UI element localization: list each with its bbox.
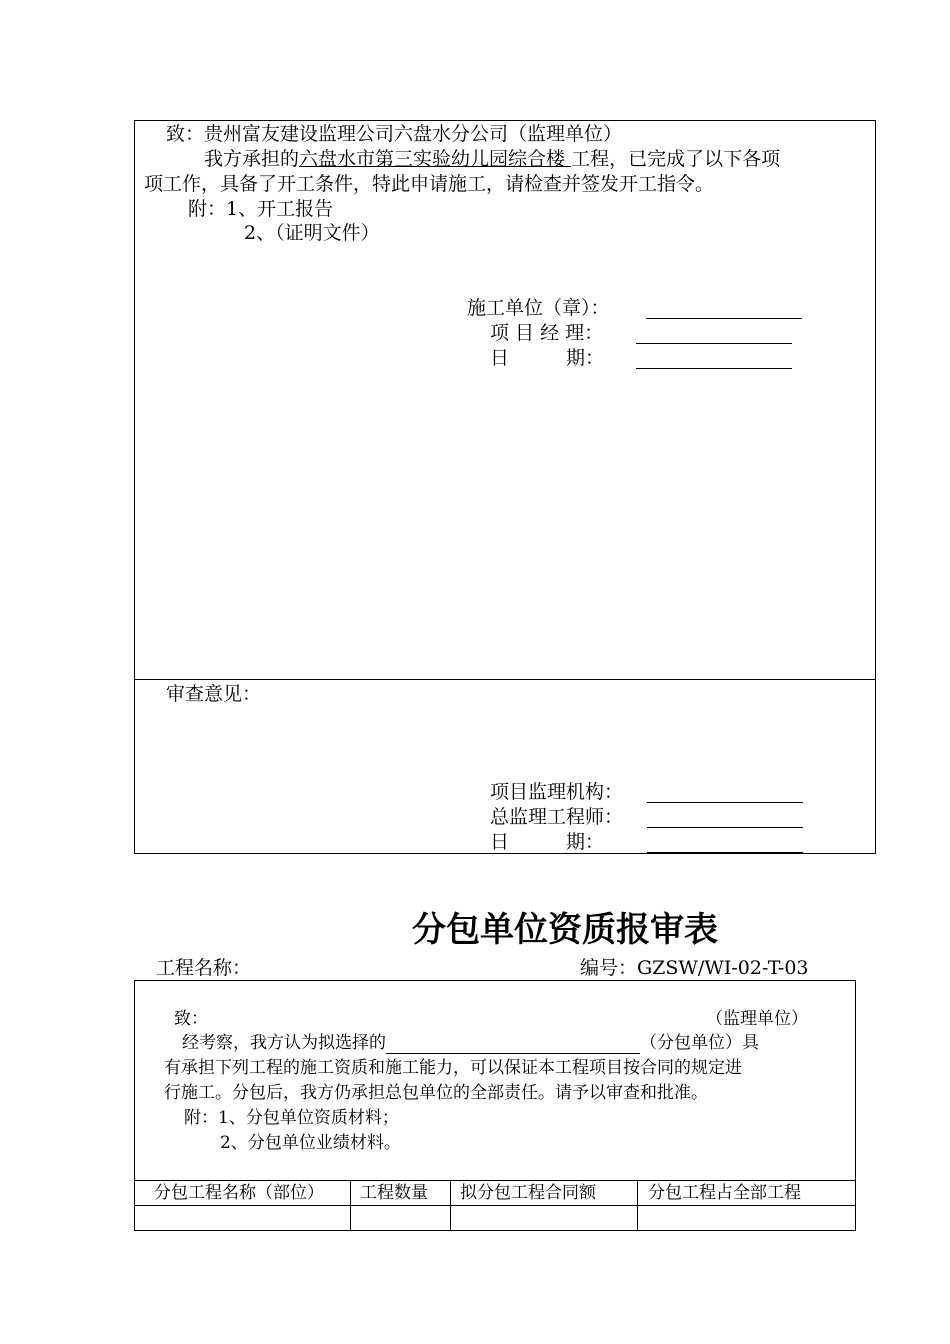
project-manager-field[interactable] bbox=[636, 325, 792, 344]
chief-engineer-field[interactable] bbox=[647, 809, 803, 828]
table-cell-quantity[interactable] bbox=[351, 1206, 449, 1230]
subcontractor-name-field[interactable] bbox=[386, 1036, 640, 1054]
sign-date-field[interactable] bbox=[636, 350, 792, 369]
sign-unit-field[interactable] bbox=[646, 300, 802, 319]
supervisor-unit-label: （监理单位） bbox=[706, 1009, 808, 1029]
request-prefix: 我方承担的 bbox=[204, 148, 300, 170]
table-header-ratio: 分包工程占全部工程 bbox=[648, 1183, 801, 1203]
table-header-quantity: 工程数量 bbox=[360, 1183, 428, 1203]
form-divider bbox=[134, 679, 876, 680]
form-title: 分包单位资质报审表 bbox=[412, 910, 718, 950]
paragraph-suffix: （分包单位）具 bbox=[640, 1033, 759, 1053]
attachment-2: 2、（证明文件） bbox=[244, 222, 380, 244]
table-cell-ratio[interactable] bbox=[638, 1206, 854, 1230]
attachment-2: 2、分包单位业绩材料。 bbox=[220, 1133, 401, 1153]
review-date-field[interactable] bbox=[647, 834, 803, 853]
addressee-label: 致： bbox=[174, 1009, 208, 1029]
chief-engineer-label: 总监理工程师： bbox=[490, 806, 624, 828]
project-name-label: 工程名称： bbox=[156, 957, 252, 979]
table-cell-part[interactable] bbox=[135, 1206, 349, 1230]
attachment-1: 附：1、开工报告 bbox=[188, 198, 334, 220]
request-paragraph-line1 bbox=[204, 147, 780, 171]
project-name: 六盘水市第三实验幼儿园综合楼 bbox=[299, 148, 566, 170]
paragraph-prefix: 经考察，我方认为拟选择的 bbox=[182, 1033, 386, 1053]
subcontract-paragraph-line2: 有承担下列工程的施工资质和施工能力，可以保证本工程项目按合同的规定进 bbox=[164, 1058, 742, 1078]
table-cell-contract-amount[interactable] bbox=[451, 1206, 636, 1230]
subcontract-paragraph-line3: 行施工。分包后，我方仍承担总包单位的全部责任。请予以审查和批准。 bbox=[164, 1083, 708, 1103]
addressee-line: 致：贵州富友建设监理公司六盘水分公司（监理单位） bbox=[166, 123, 623, 145]
sign-date-label: 日 期： bbox=[490, 347, 605, 369]
request-paragraph-line2: 项工作，具备了开工条件，特此申请施工，请检查并签发开工指令。 bbox=[144, 173, 715, 195]
project-manager-label: 项 目 经 理： bbox=[490, 322, 604, 344]
subcontract-paragraph-line1 bbox=[182, 1032, 759, 1054]
form-code: 编号：GZSW/WI-02-T-03 bbox=[580, 957, 809, 979]
supervision-org-label: 项目监理机构： bbox=[490, 781, 624, 803]
table-top-line bbox=[134, 1180, 856, 1181]
review-opinion-label: 审查意见： bbox=[166, 683, 262, 705]
table-header-contract-amount: 拟分包工程合同额 bbox=[460, 1183, 596, 1203]
supervision-org-field[interactable] bbox=[647, 784, 803, 803]
table-header-part: 分包工程名称（部位） bbox=[154, 1183, 324, 1203]
request-suffix: 工程，已完成了以下各项 bbox=[571, 148, 781, 170]
attachment-1: 附：1、分包单位资质材料； bbox=[184, 1108, 399, 1128]
sign-unit-label: 施工单位（章）： bbox=[467, 297, 610, 319]
review-date-label: 日 期： bbox=[490, 831, 605, 853]
